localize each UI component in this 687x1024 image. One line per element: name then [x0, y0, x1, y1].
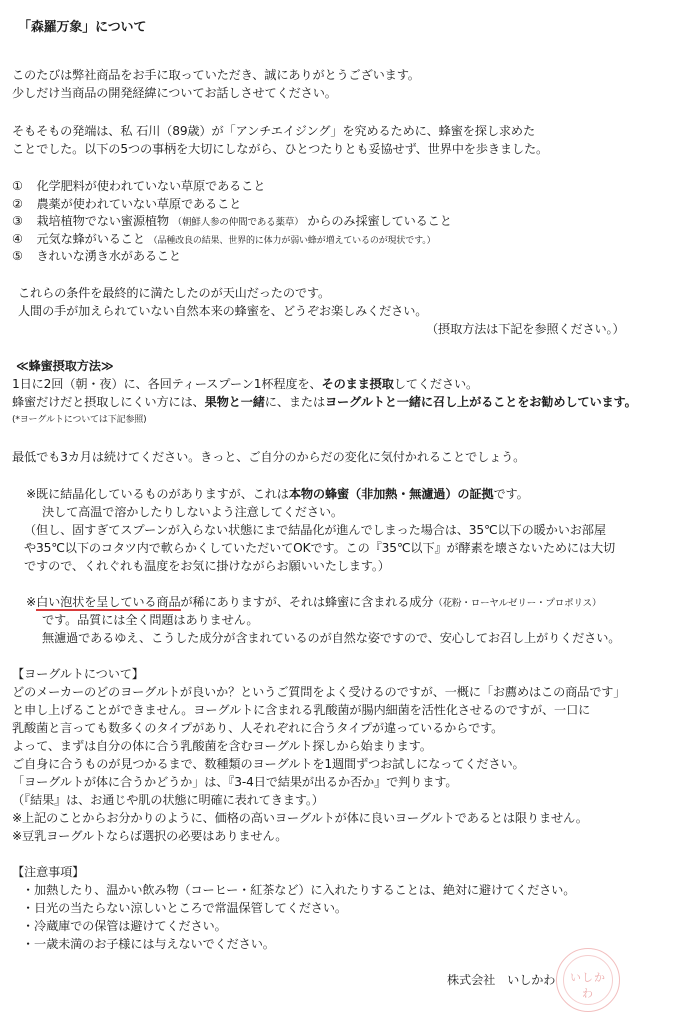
- crystal-line-3: （但し、固すぎてスプーンが入らない状態にまで結晶化が進んでしまった場合は、35℃以下の暖かいお部屋: [24, 523, 606, 537]
- cautions-heading: 【注意事項】: [12, 865, 85, 879]
- yogurt-line: 「ヨーグルトが体に合うかどうか」は、『3-4日で結果が出るか否か』で判ります。: [12, 775, 458, 789]
- yogurt-line: （『結果』は、お通じや肌の状態に明確に表れてきます。）: [12, 793, 324, 807]
- yogurt-line: どのメーカーのどのヨーグルトが良いか？というご質問をよく受けるのですが、一概に「お薦めはこの商品です」: [12, 685, 626, 699]
- condition-number: ②: [12, 197, 23, 211]
- yogurt-line: 乳酸菌と言っても数多くのタイプがあり、人それぞれに合うタイプが違っているからです。: [12, 721, 504, 735]
- foam-text: が稀にありますが、それは蜂蜜に含まれる成分: [180, 595, 434, 609]
- condition-text-continued: からのみ採蜜していること: [307, 214, 452, 228]
- condition-note: （品種改良の結果、世界的に体力が弱い蜂が増えているのが現状です。）: [148, 236, 436, 246]
- condition-text: 化学肥料が使われていない草原であること: [36, 179, 266, 193]
- crystal-text: です。: [493, 487, 529, 501]
- crystal-line-4: や35℃以下のコタツ内で軟らかくしていただいてOKです。この『35℃以下』が酵素を壊さないためには大切: [24, 541, 616, 555]
- condition-item: [12, 178, 265, 194]
- crystal-line-2: 決して高温で溶かしたりしないよう注意してください。: [42, 505, 343, 519]
- caution-item: ・一歳未満のお子様には与えないでください。: [22, 937, 275, 951]
- yogurt-heading: 【ヨーグルトについて】: [12, 667, 144, 681]
- method-emphasis: そのまま摂取: [321, 377, 394, 391]
- intro-line-1: このたびは弊社商品をお手に取っていただき、誠にありがとうございます。: [12, 68, 420, 82]
- foam-components: （花粉・ローヤルゼリー・プロポリス）: [433, 598, 602, 609]
- crystal-emphasis: 本物の蜂蜜（非加熱・無濾過）の証拠: [288, 487, 494, 501]
- condition-number: ①: [12, 179, 23, 193]
- method-duration: 最低でも3カ月は続けてください。きっと、ご自分のからだの変化に気付かれることでしょう。: [12, 450, 526, 464]
- tenzan-line-2: 人間の手が加えられていない自然本来の蜂蜜を、どうぞお楽しみください。: [18, 304, 428, 318]
- condition-text: 栽培植物でない蜜源植物: [36, 214, 169, 228]
- foam-line-2: です。品質には全く問題はありません。: [42, 613, 259, 627]
- condition-text: 元気な蜂がいること: [36, 232, 145, 246]
- yogurt-line: ご自身に合うものが見つかるまで、数種類のヨーグルトを1週間ずつお試しになってください。: [12, 757, 525, 771]
- tenzan-reference: （摂取方法は下記を参照ください。）: [426, 322, 625, 336]
- condition-item: [12, 213, 452, 231]
- method-text: に、または: [264, 395, 325, 409]
- foam-line-3: 無濾過であるゆえ、こうした成分が含まれているのが自然な姿ですので、安心してお召し上がりください。: [42, 631, 621, 645]
- tenzan-line-1: これらの条件を最終的に満たしたのが天山だったのです。: [18, 286, 330, 300]
- condition-text: きれいな湧き水があること: [36, 249, 181, 263]
- foam-text: ※: [26, 595, 37, 609]
- method-emphasis: ヨーグルトと一緒: [324, 395, 421, 409]
- crystal-line-5: ですので、くれぐれも温度をお気に掛けながらお願いいたします。）: [24, 559, 390, 573]
- foam-underlined-text: 白い泡状を呈している商品: [36, 595, 181, 609]
- method-text: 蜂蜜だけだと摂取しにくい方には、: [12, 395, 205, 409]
- method-emphasis: に召し上がることをお勧めしています。: [420, 395, 637, 409]
- seal-text: いしかわ: [570, 971, 606, 1000]
- condition-item: [12, 248, 181, 264]
- yogurt-line: と申し上げることができません。ヨーグルトに含まれる乳酸菌が腸内細菌を活性化させるのですが、一口に: [12, 703, 591, 717]
- caution-item: ・冷蔵庫での保管は避けてください。: [22, 919, 227, 933]
- intro-line-2: 少しだけ当商品の開発経緯についてお話しさせてください。: [12, 86, 337, 100]
- method-heading: ≪蜂蜜摂取方法≫: [16, 359, 114, 373]
- method-text: 1日に2回（朝・夜）に、各回ティースプーン1杯程度を、: [12, 377, 322, 391]
- condition-note: （朝鮮人参の仲間である薬草）: [172, 217, 304, 228]
- method-line-1: [12, 376, 478, 392]
- method-line-2: [12, 394, 637, 410]
- condition-number: ④: [12, 232, 23, 246]
- condition-text: 農薬が使われていない草原であること: [36, 197, 242, 211]
- caution-item: ・日光の当たらない涼しいところで常温保管してください。: [22, 901, 347, 915]
- company-seal-stamp: [556, 948, 620, 1012]
- document-title: 「森羅万象」について: [18, 20, 147, 35]
- method-note: (*ヨーグルトについては下記参照): [12, 415, 147, 425]
- condition-item: [12, 231, 435, 249]
- origin-line-1: そもそもの発端は、私 石川（89歳）が「アンチエイジング」を究めるために、蜂蜜を探し求めた: [12, 124, 535, 138]
- yogurt-line: よって、まずは自分の体に合う乳酸菌を含むヨーグルト探しから始まります。: [12, 739, 432, 753]
- method-text: してください。: [393, 377, 479, 391]
- company-name: 株式会社 いしかわ: [447, 973, 556, 987]
- crystal-text: ※既に結晶化しているものがありますが、これは: [26, 487, 289, 501]
- foam-line-1: [26, 594, 601, 612]
- caution-item: ・加熱したり、温かい飲み物（コーヒー・紅茶など）に入れたりすることは、絶対に避けてください。: [22, 883, 576, 897]
- condition-number: ③: [12, 214, 23, 228]
- crystal-line-1: [26, 486, 529, 502]
- condition-item: [12, 196, 241, 212]
- yogurt-line: ※豆乳ヨーグルトならば選択の必要はありません。: [12, 829, 288, 843]
- yogurt-line: ※上記のことからお分かりのように、価格の高いヨーグルトが体に良いヨーグルトであるとは限りません。: [12, 811, 588, 825]
- condition-number: ⑤: [12, 249, 23, 263]
- origin-line-2: ことでした。以下の5つの事柄を大切にしながら、ひとつたりとも妥協せず、世界中を歩きました。: [12, 142, 549, 156]
- method-emphasis: 果物と一緒: [204, 395, 265, 409]
